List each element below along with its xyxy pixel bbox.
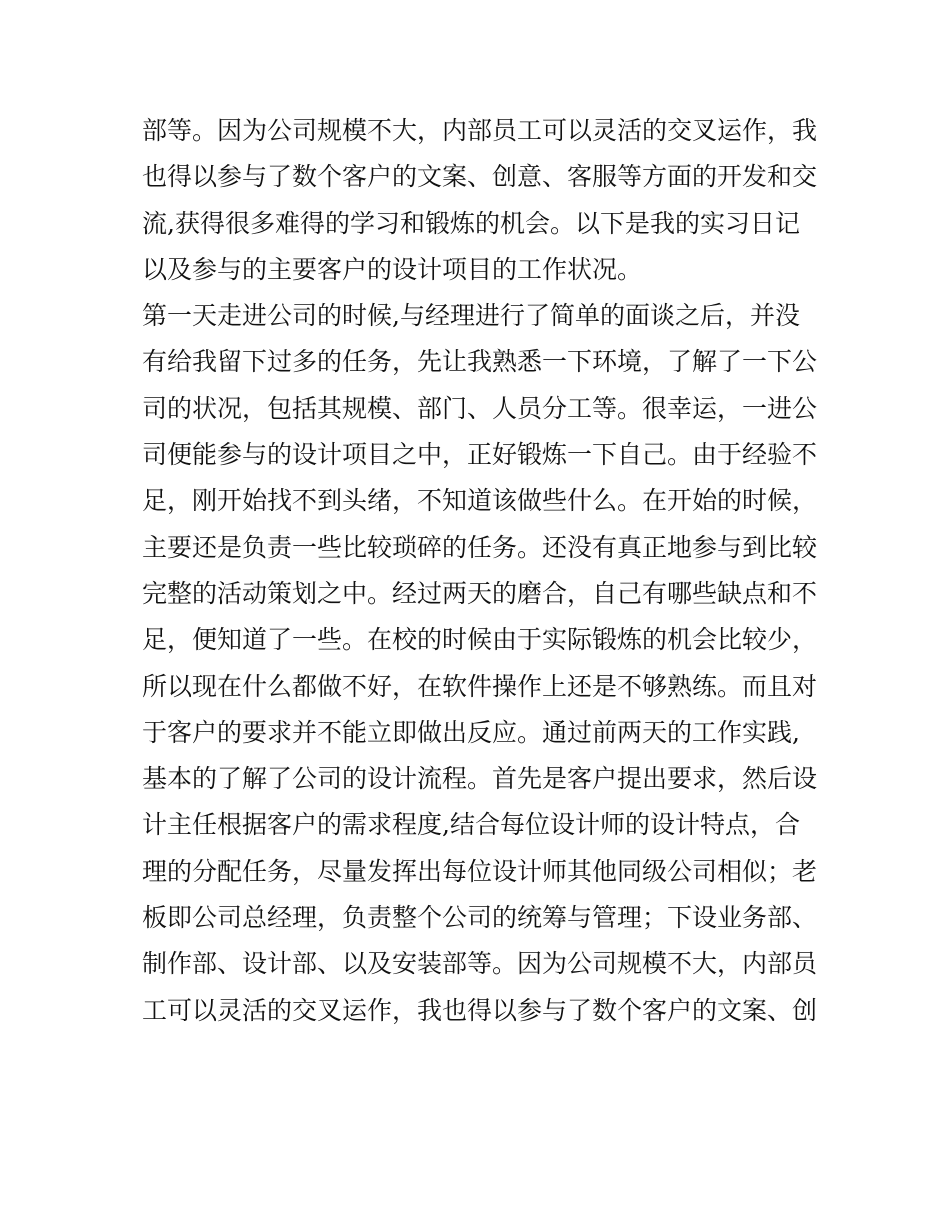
text-line: 完整的活动策划之中。经过两天的磨合，自己有哪些缺点和不 xyxy=(142,578,818,608)
text-line: 基本的了解了公司的设计流程。首先是客户提出要求，然后设 xyxy=(142,764,818,794)
text-line: 板即公司总经理，负责整个公司的统筹与管理；下设业务部、 xyxy=(142,903,818,933)
text-line: 也得以参与了数个客户的文案、创意、客服等方面的开发和交 xyxy=(142,162,818,192)
text-line: 工可以灵活的交叉运作，我也得以参与了数个客户的文案、创 xyxy=(142,995,818,1025)
text-line: 以及参与的主要客户的设计项目的工作状况。 xyxy=(142,254,643,284)
body-text xyxy=(142,108,822,1034)
text-line: 计主任根据客户的需求程度,结合每位设计师的设计特点，合 xyxy=(142,810,800,840)
text-line: 制作部、设计部、以及安装部等。因为公司规模不大，内部员 xyxy=(142,949,818,979)
text-line: 主要还是负责一些比较琐碎的任务。还没有真正地参与到比较 xyxy=(142,532,818,562)
text-line: 司便能参与的设计项目之中，正好锻炼一下自己。由于经验不 xyxy=(142,440,818,470)
text-line: 足，刚开始找不到头绪，不知道该做些什么。在开始的时候， xyxy=(142,486,818,516)
text-line: 足，便知道了一些。在校的时候由于实际锻炼的机会比较少， xyxy=(142,625,818,655)
text-line: 所以现在什么都做不好，在软件操作上还是不够熟练。而且对 xyxy=(142,671,818,701)
text-line: 有给我留下过多的任务，先让我熟悉一下环境，了解了一下公 xyxy=(142,347,818,377)
text-line: 于客户的要求并不能立即做出反应。通过前两天的工作实践, xyxy=(142,717,800,747)
text-line: 部等。因为公司规模不大，内部员工可以灵活的交叉运作，我 xyxy=(142,116,818,145)
text-line: 流,获得很多难得的学习和锻炼的机会。以下是我的实习日记 xyxy=(142,208,800,238)
text-line: 理的分配任务，尽量发挥出每位设计师其他同级公司相似；老 xyxy=(142,856,818,886)
text-line: 司的状况，包括其规模、部门、人员分工等。很幸运，一进公 xyxy=(142,393,818,423)
text-line: 第一天走进公司的时候,与经理进行了简单的面谈之后，并没 xyxy=(142,301,800,331)
